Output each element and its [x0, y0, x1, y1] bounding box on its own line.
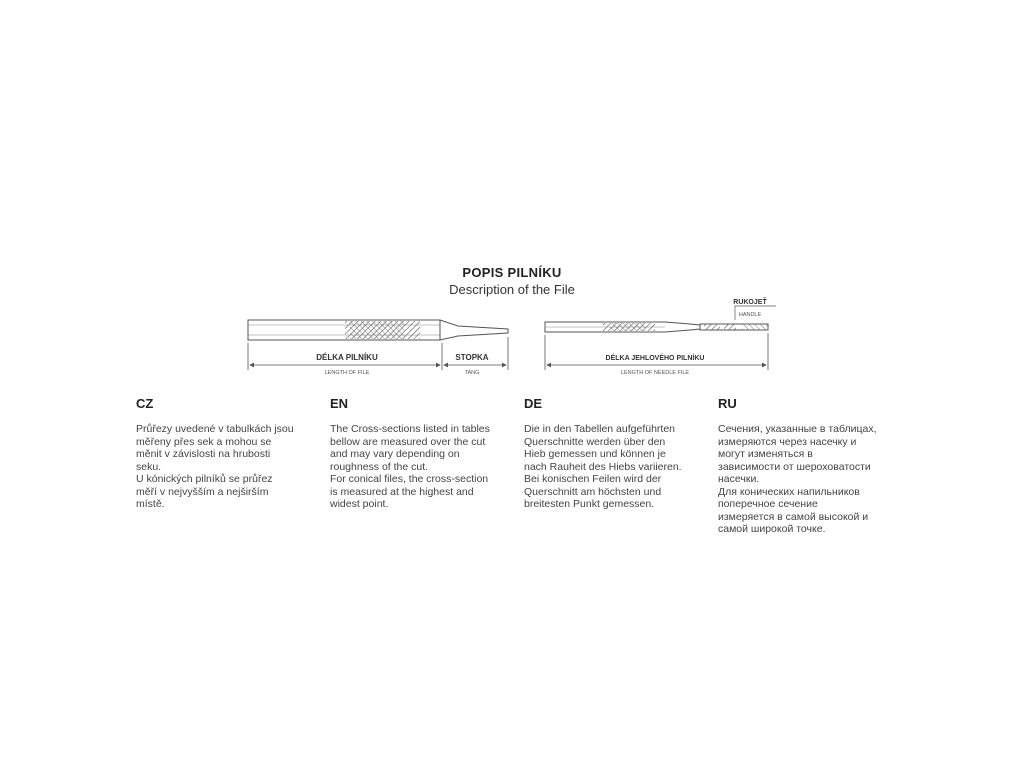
handle-label-en: HANDLE	[738, 312, 762, 318]
flat-file-drawing	[248, 320, 508, 340]
column-ru	[718, 396, 893, 536]
column-de	[524, 396, 699, 511]
column-cz	[136, 396, 311, 511]
needle-file-drawing	[545, 297, 776, 332]
needle-length-label-en: LENGTH OF NEEDLE FILE	[620, 370, 690, 376]
page-subtitle: Description of the File	[449, 282, 575, 297]
flat-file-dimensions	[248, 337, 508, 376]
handle-label-cz: RUKOJEŤ	[733, 299, 767, 306]
file-length-label-cz: DÉLKA PILNÍKU	[316, 353, 378, 362]
description-text-ru: Сечения, указанные в таблицах, измеряются через насечку и могут изменяться в зависимости от шероховатости насечки. Для конических напильников поперечное сечение измеряется в самой высокой и самой широкой точке.	[718, 423, 877, 535]
needle-file-dimensions	[545, 333, 768, 376]
description-text-en: The Cross-sections listed in tables bellow are measured over the cut and may vary depending on roughness of the cut. For conical files, the cross-section is measured at the highest and widest point.	[330, 423, 490, 510]
lang-heading-de: DE	[524, 396, 543, 411]
page-title: POPIS PILNÍKU	[462, 265, 562, 280]
lang-heading-cz: CZ	[136, 396, 154, 411]
lang-heading-ru: RU	[718, 396, 737, 411]
column-en	[330, 396, 505, 511]
tang-label-cz: STOPKA	[455, 353, 489, 362]
description-text-de: Die in den Tabellen aufgeführten Querschnitte werden über den Hieb gemessen und können je nach Rauheit des Hiebs variieren. Bei konischen Feilen wird der Querschnitt am höchsten und breitesten Punkt gemessen.	[524, 423, 682, 510]
tang-label-en: TANG	[464, 370, 480, 376]
lang-heading-en: EN	[330, 396, 349, 411]
description-text-cz: Průřezy uvedené v tabulkách jsou měřeny přes sek a mohou se měnit v závislosti na hrubosti seku. U kónických pilníků se průřez měří v nejvyšším a nejširším místě.	[136, 423, 294, 510]
file-length-label-en: LENGTH OF FILE	[324, 370, 370, 376]
needle-length-label-cz: DÉLKA JEHLOVÉHO PILNÍKU	[605, 355, 705, 362]
